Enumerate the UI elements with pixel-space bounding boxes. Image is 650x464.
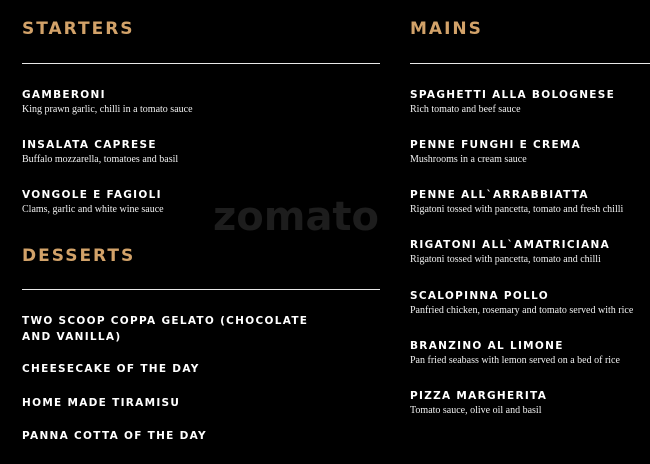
menu-item-name: VONGOLE E FAGIOLI (22, 189, 162, 201)
menu-item-description: Pan fried seabass with lemon served on a bed of rice (410, 355, 620, 366)
menu-item-name: SCALOPINNA POLLO (410, 290, 549, 302)
menu-item-name: CHEESECAKE OF THE DAY (22, 363, 200, 375)
menu-item-description: King prawn garlic, chilli in a tomato sauce (22, 104, 193, 115)
menu-item (22, 313, 322, 345)
mains-heading: MAINS (410, 19, 483, 39)
mains-divider (410, 63, 650, 64)
zomato-watermark: zomato (213, 194, 380, 240)
starters-heading: STARTERS (22, 19, 135, 39)
menu-item-description: Clams, garlic and white wine sauce (22, 204, 164, 215)
menu-item-name: TWO SCOOP COPPA GELATO (CHOCOLATE AND VANILLA) (22, 315, 309, 343)
menu-item-name: GAMBERONI (22, 89, 106, 101)
menu-item (410, 237, 646, 267)
menu-item-name: PENNE ALL`ARRABBIATTA (410, 189, 589, 201)
desserts-divider (22, 289, 380, 290)
menu-item (22, 87, 380, 117)
menu-item-name: PANNA COTTA OF THE DAY (22, 430, 207, 442)
starters-divider (22, 63, 380, 64)
menu-item-name: SPAGHETTI ALLA BOLOGNESE (410, 89, 616, 101)
menu-item (410, 87, 646, 117)
menu-item-description: Panfried chicken, rosemary and tomato served with rice (410, 305, 634, 316)
menu-item-name: BRANZINO AL LIMONE (410, 340, 564, 352)
menu-item (22, 137, 380, 167)
menu-item-description: Rich tomato and beef sauce (410, 104, 521, 115)
menu-item-description: Buffalo mozzarella, tomatoes and basil (22, 154, 179, 165)
menu-item-description: Rigatoni tossed with pancetta, tomato and fresh chilli (410, 204, 624, 215)
menu-item-name: PENNE FUNGHI E CREMA (410, 139, 582, 151)
menu-item-name: INSALATA CAPRESE (22, 139, 157, 151)
menu-item (22, 361, 380, 377)
menu-item-name: RIGATONI ALL`AMATRICIANA (410, 239, 611, 251)
menu-item-description: Rigatoni tossed with pancetta, tomato and chilli (410, 254, 601, 265)
desserts-heading: DESSERTS (22, 246, 136, 266)
menu-item (22, 395, 380, 411)
menu-item (410, 137, 646, 167)
menu-item (22, 428, 380, 444)
menu-item (410, 288, 646, 318)
menu-item-name: PIZZA MARGHERITA (410, 390, 548, 402)
menu-item (410, 187, 646, 217)
menu-item-description: Tomato sauce, olive oil and basil (410, 405, 542, 416)
menu-item (22, 187, 380, 217)
menu-item-description: Mushrooms in a cream sauce (410, 154, 527, 165)
menu-item-name: HOME MADE TIRAMISU (22, 397, 181, 409)
menu-item (410, 388, 646, 418)
menu-item (410, 338, 646, 368)
